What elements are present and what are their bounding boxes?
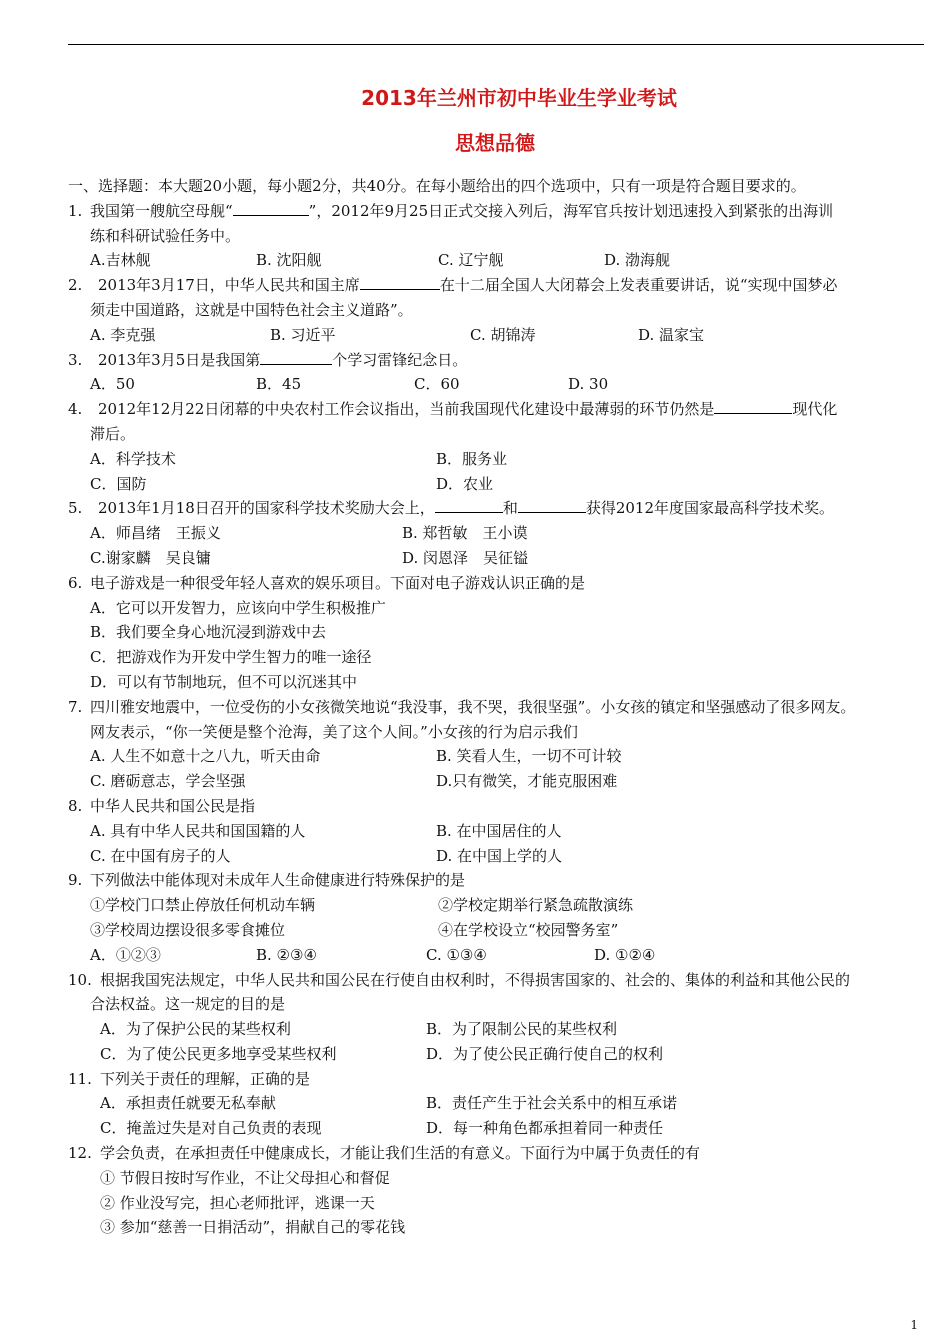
question-6 [68, 571, 940, 596]
options-row [68, 372, 940, 397]
option-d: D．可以有节制地玩，但不可以沉迷其中 [90, 672, 358, 691]
option-c: C．国防 [90, 474, 147, 493]
option-b: B．服务业 [436, 449, 508, 468]
option-d: D. ①②④ [594, 945, 656, 964]
option-c: C．60 [414, 375, 460, 394]
statement-3: ③学校周边摆设很多零食摊位 [90, 920, 286, 939]
option-a: A. 人生不如意十之八九，听天由命 [90, 747, 321, 766]
question-12 [68, 1141, 940, 1166]
statement-3: ③ 参加“慈善一日捐活动”，捐献自己的零花钱 [100, 1218, 406, 1237]
question-1 [68, 199, 940, 224]
option-a: A．承担责任就要无私奉献 [100, 1094, 276, 1113]
question-5 [68, 496, 940, 521]
options-row [68, 521, 940, 546]
options-row [68, 248, 940, 273]
option-c: C. 在中国有房子的人 [90, 846, 231, 865]
question-number: 8. [68, 796, 83, 815]
option-c: C. 磨砺意志，学会坚强 [90, 772, 246, 791]
question-10 [68, 968, 940, 993]
question-text: 在十二届全国人大闭幕会上发表重要讲话，说“实现中国梦必 [439, 276, 838, 295]
answer-blank [233, 200, 309, 216]
option-b: B. ②③④ [256, 945, 317, 964]
option-a: A. 具有中华人民共和国国籍的人 [90, 821, 306, 840]
option-d: D. 30 [568, 375, 609, 394]
options-row [68, 1116, 940, 1141]
question-text-cont: 须走中国道路，这就是中国特色社会主义道路”。 [90, 300, 413, 319]
option-d: D.只有微笑，才能克服困难 [436, 772, 618, 791]
options-row [68, 323, 940, 348]
answer-blank [714, 398, 792, 414]
question-3 [68, 348, 940, 373]
question-text: ”，2012年9月25日正式交接入列后，海军官兵按计划迅速投入到紧张的出海训 [308, 201, 834, 220]
option-c: C．为了使公民更多地享受某些权利 [100, 1044, 337, 1063]
option-b: B．为了限制公民的某些权利 [426, 1020, 618, 1039]
statement-4: ④在学校设立“校园警务室” [438, 920, 619, 939]
option-b: B. 沈阳舰 [256, 251, 322, 270]
question-number: 6. [68, 573, 83, 592]
answer-blank [518, 497, 586, 513]
items-row [68, 918, 940, 943]
question-text: 个学习雷锋纪念日。 [332, 350, 468, 369]
option-d: D. 闵恩泽 吴征镒 [402, 548, 529, 567]
question-text: 和 [502, 499, 518, 518]
answer-blank [360, 274, 440, 290]
option-c: C．把游戏作为开发中学生智力的唯一途径 [90, 648, 372, 667]
option-c: C. ①③④ [426, 945, 487, 964]
question-number: 1. [68, 201, 83, 220]
answer-blank [260, 349, 332, 365]
option-d: D．每一种角色都承担着同一种责任 [426, 1119, 664, 1138]
option-c: C.谢家麟 吴良镛 [90, 548, 211, 567]
option-c: C. 辽宁舰 [438, 251, 504, 270]
option-a: A．为了保护公民的某些权利 [100, 1020, 291, 1039]
question-text: 电子游戏是一种很受年轻人喜欢的娱乐项目。下面对电子游戏认识正确的是 [90, 573, 586, 592]
question-number: 4. [68, 400, 83, 419]
question-text: 中华人民共和国公民是指 [90, 796, 256, 815]
options-row [68, 1017, 940, 1042]
question-text-cont: 练和科研试验任务中。 [90, 226, 241, 245]
question-2 [68, 273, 940, 298]
question-number: 2. [68, 276, 83, 295]
option-a: A．师昌绪 王振义 [90, 524, 221, 543]
option-d: D. 渤海舰 [604, 251, 671, 270]
question-4 [68, 397, 940, 422]
question-number: 9. [68, 871, 83, 890]
question-text-cont: 合法权益。这一规定的目的是 [90, 995, 286, 1014]
question-text-cont: 网友表示，“你一笑便是整个沧海，美了这个人间。”小女孩的行为启示我们 [90, 722, 578, 741]
option-a: A．50 [90, 375, 135, 394]
option-a: A.吉林舰 [90, 251, 151, 270]
header-rule [68, 44, 924, 45]
options-row [68, 472, 940, 497]
exam-content [68, 174, 940, 1240]
question-9 [68, 868, 940, 893]
options-row [68, 447, 940, 472]
question-number: 10. [68, 970, 92, 989]
options-row [68, 844, 940, 869]
subject-title: 思想品德 [455, 131, 535, 155]
option-b: B. 笑看人生，一切不可计较 [436, 747, 622, 766]
option-a: A. 李克强 [90, 325, 156, 344]
statement-2: ②学校定期举行紧急疏散演练 [438, 896, 634, 915]
option-b: B．责任产生于社会关系中的相互承诺 [426, 1094, 678, 1113]
section-heading: 一、选择题：本大题20小题，每小题2分，共40分。在每小题给出的四个选项中，只有一项是符合题目要求的。 [68, 177, 806, 195]
question-text: 2013年3月17日，中华人民共和国主席 [98, 276, 360, 295]
options-row [68, 819, 940, 844]
options-row [68, 744, 940, 769]
option-d: D．农业 [436, 474, 494, 493]
options-row [68, 943, 940, 968]
question-text: 下列做法中能体现对未成年人生命健康进行特殊保护的是 [90, 871, 466, 890]
option-a: A．①②③ [90, 945, 161, 964]
option-b: B. 习近平 [270, 325, 336, 344]
question-text: 根据我国宪法规定，中华人民共和国公民在行使自由权利时，不得损害国家的、社会的、集体的利益和其他公民的 [100, 970, 851, 989]
option-c: C. 胡锦涛 [470, 325, 536, 344]
options-row [68, 546, 940, 571]
question-text-cont: 滞后。 [90, 424, 136, 443]
question-text: 下列关于责任的理解，正确的是 [100, 1069, 311, 1088]
option-b: B．45 [256, 375, 302, 394]
option-d: D. 温家宝 [638, 325, 705, 344]
items-row [68, 893, 940, 918]
option-d: D. 在中国上学的人 [436, 846, 563, 865]
question-number: 7. [68, 697, 83, 716]
question-text: 现代化 [792, 400, 838, 419]
question-11 [68, 1067, 940, 1092]
question-number: 5. [68, 499, 83, 518]
question-number: 3. [68, 350, 83, 369]
option-a: A．它可以开发智力，应该向中学生积极推广 [90, 598, 386, 617]
question-text: 2013年1月18日召开的国家科学技术奖励大会上， [98, 499, 435, 518]
statement-2: ② 作业没写完，担心老师批评，逃课一天 [100, 1193, 375, 1212]
question-8 [68, 794, 940, 819]
option-d: D．为了使公民正确行使自己的权利 [426, 1044, 664, 1063]
option-a: A．科学技术 [90, 449, 176, 468]
question-text: 获得2012年度国家最高科学技术奖。 [585, 499, 835, 518]
option-c: C．掩盖过失是对自己负责的表现 [100, 1119, 322, 1138]
question-number: 12. [68, 1144, 92, 1163]
question-text: 我国第一艘航空母舰“ [90, 201, 233, 220]
option-b: B．我们要全身心地沉浸到游戏中去 [90, 623, 327, 642]
answer-blank [435, 497, 503, 513]
exam-title: 2013年兰州市初中毕业生学业考试 [361, 86, 677, 110]
question-text: 四川雅安地震中，一位受伤的小女孩微笑地说“我没事，我不哭，我很坚强”。小女孩的镇定和坚强感动了很多网友。 [90, 697, 856, 716]
options-row [68, 769, 940, 794]
page-number: 1 [910, 1318, 918, 1332]
question-7 [68, 695, 940, 720]
question-text: 学会负责，在承担责任中健康成长，才能让我们生活的有意义。下面行为中属于负责任的有 [100, 1144, 701, 1163]
question-number: 11. [68, 1069, 92, 1088]
question-text: 2013年3月5日是我国第 [98, 350, 261, 369]
statement-1: ①学校门口禁止停放任何机动车辆 [90, 896, 316, 915]
option-b: B. 在中国居住的人 [436, 821, 562, 840]
options-row [68, 1042, 940, 1067]
options-row [68, 1091, 940, 1116]
statement-1: ① 节假日按时写作业，不让父母担心和督促 [100, 1168, 390, 1187]
question-text: 2012年12月22日闭幕的中央农村工作会议指出，当前我国现代化建设中最薄弱的环节仍然是 [98, 400, 715, 419]
option-b: B. 郑哲敏 王小谟 [402, 524, 528, 543]
